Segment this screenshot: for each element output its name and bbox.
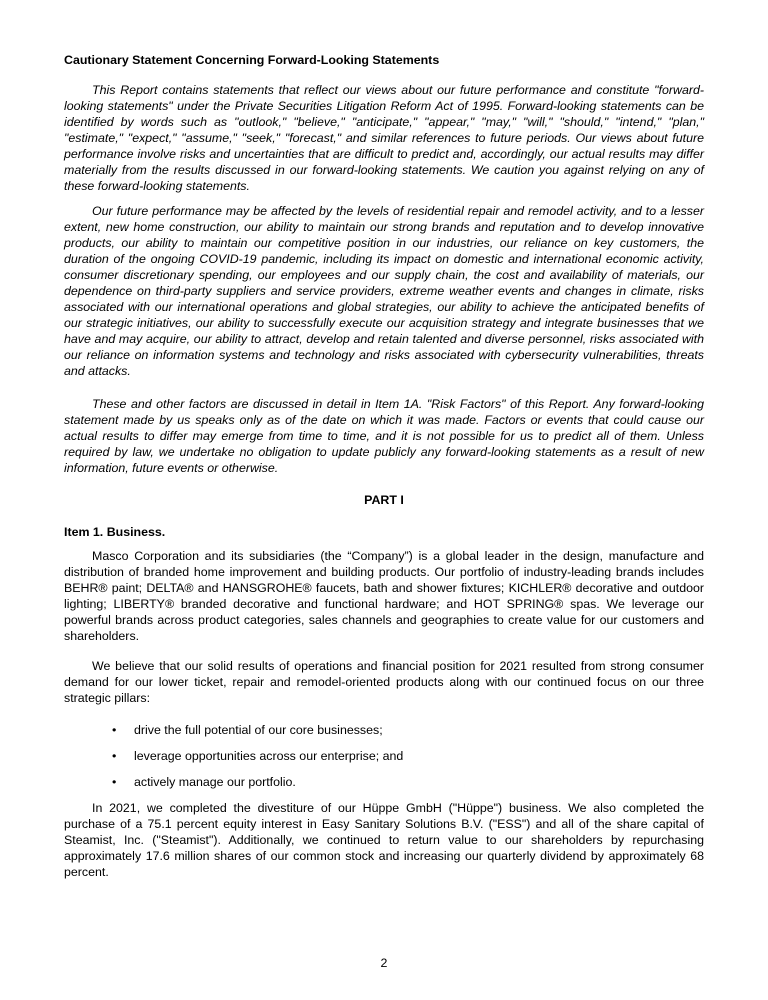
business-paragraph-1: Masco Corporation and its subsidiaries (the “Company”) is a global leader in the design, manufacture and distribution of branded home improvement and building products. Our portfolio of industry-leading brands includes BEHR® paint; DELTA® and HANSGROHE® faucets, bath and shower fixtures; KICHLER® decorative and outdoor lighting; LIBERTY® branded decorative and functional hardware; and HOT SPRING® spas. We leverage our powerful brands across product categories, sales channels and geographies to create value for our customers and shareholders. [64,549,704,643]
list-item [64,774,704,790]
part-title: PART I [364,493,404,507]
item-title: Item 1. Business. [64,525,166,539]
page-number: 2 [380,956,388,970]
bullet-icon: • [112,749,117,763]
list-item [64,748,704,764]
pillar-text: drive the full potential of our core businesses; [134,723,383,737]
forward-looking-heading: Cautionary Statement Concerning Forward-Looking Statements [64,53,440,67]
list-item [64,722,704,738]
forward-looking-paragraph-3: These and other factors are discussed in detail in Item 1A. "Risk Factors" of this Report. Any forward-looking statement made by us speaks only as of the date on which it was made. Factors or events that could cause our actual results to differ may emerge from time to time, and it is not possible for us to predict all of them. Unless required by law, we undertake no obligation to update publicly any forward-looking statements as a result of new information, future events or otherwise. [64,397,704,475]
pillar-text: leverage opportunities across our enterprise; and [134,749,404,763]
forward-looking-paragraph-1: This Report contains statements that reflect our views about our future performance and constitute "forward-looking statements" under the Private Securities Litigation Reform Act of 1995. Forward-looking statements can be identified by words such as "outlook," "believe," "anticipate," "appear," "may," "will," "should," "intend," "plan," "estimate," "expect," "assume," "seek," "forecast," and similar references to future periods. Our views about future performance involve risks and uncertainties that are difficult to predict and, accordingly, our actual results may differ materially from the results discussed in our forward-looking statements. We caution you against relying on any of these forward-looking statements. [64,83,704,193]
bullet-icon: • [112,723,117,737]
strategic-pillars-list [64,722,704,790]
forward-looking-paragraph-2: Our future performance may be affected by the levels of residential repair and remodel activity, and to a lesser extent, new home construction, our ability to maintain our strong brands and reputation and to develop innovative products, our ability to maintain our competitive position in our industries, our reliance on key customers, the duration of the ongoing COVID-19 pandemic, including its impact on domestic and international economic activity, consumer discretionary spending, our employees and our supply chain, the cost and availability of materials, our dependence on third-party suppliers and service providers, extreme weather events and changes in climate, risks associated with our international operations and global strategies, our ability to achieve the anticipated benefits of our strategic initiatives, our ability to successfully execute our acquisition strategy and integrate businesses that we have and may acquire, our ability to attract, develop and retain talented and diverse personnel, risks associated with our reliance on information systems and technology and risks associated with cybersecurity vulnerabilities, threats and attacks. [64,204,704,378]
pillar-text: actively manage our portfolio. [134,775,296,789]
business-paragraph-2: We believe that our solid results of operations and financial position for 2021 resulted from strong consumer demand for our lower ticket, repair and remodel-oriented products along with our continued focus on our three strategic pillars: [64,659,704,705]
document-page [64,52,704,880]
bullet-icon: • [112,775,117,789]
business-closing-paragraph: In 2021, we completed the divestiture of our Hüppe GmbH ("Hüppe") business. We also completed the purchase of a 75.1 percent equity interest in Easy Sanitary Solutions B.V. ("ESS") and all of the share capital of Steamist, Inc. ("Steamist"). Additionally, we continued to return value to our shareholders by repurchasing approximately 17.6 million shares of our common stock and increasing our quarterly dividend by approximately 68 percent. [64,801,704,879]
